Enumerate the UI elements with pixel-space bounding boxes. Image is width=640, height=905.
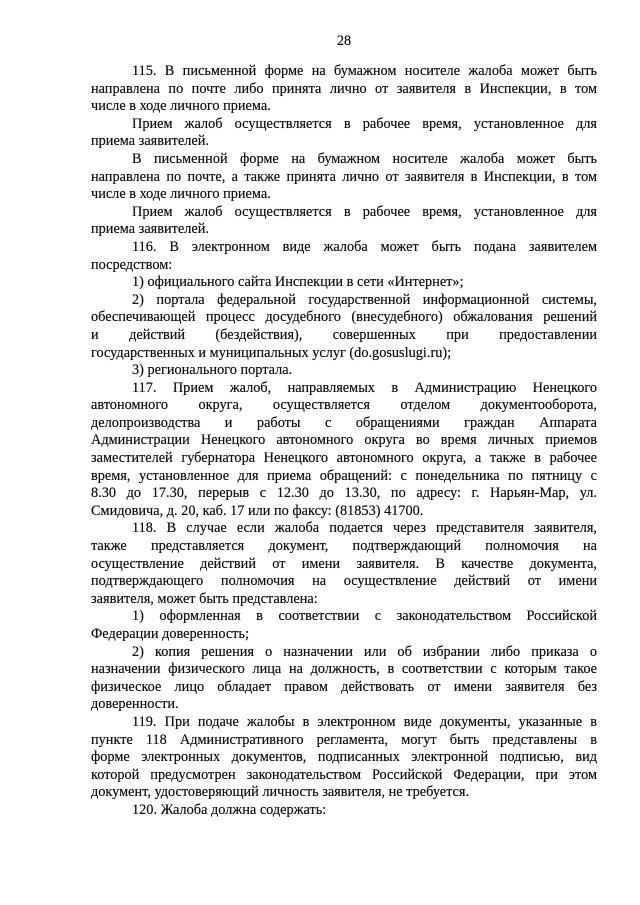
text-line: 117. Прием жалоб, направляемых в Администрацию Ненецкого xyxy=(132,379,597,396)
text-line: физическое лицо обладает правом действовать от имени заявителя без xyxy=(91,678,597,695)
text-line: 116. В электронном виде жалоба может быть подана заявителем xyxy=(132,238,597,255)
text-line: приема заявителей. xyxy=(91,221,209,238)
text-line: 118. В случае если жалоба подается через представителя заявителя, xyxy=(132,520,597,537)
text-line: 119. При подаче жалобы в электронном виде документы, указанные в xyxy=(132,713,597,730)
clause-117 xyxy=(91,380,597,521)
text-line: числе в ходе личного приема. xyxy=(91,98,271,115)
text-line: 8.30 до 17.30, перерыв с 12.30 до 13.30, по адресу: г. Нарьян-Мар, ул. xyxy=(91,485,597,502)
text-line: В письменной форме на бумажном носителе жалоба может быть xyxy=(132,150,597,167)
text-line: форме электронных документов, подписанных электронной подписью, вид xyxy=(91,749,597,766)
text-line: посредством: xyxy=(91,256,173,273)
text-line: Федерации доверенность; xyxy=(91,626,249,642)
text-line: Прием жалоб осуществляется в рабочее время, установленное для xyxy=(132,203,597,220)
text-line: 1) оформленная в соответствии с законодательством Российской xyxy=(132,608,597,625)
text-line: направлена по почте, а также принята лично от заявителя в Инспекции, в том xyxy=(91,168,597,185)
text-line: 115. В письменной форме на бумажном носителе жалоба может быть xyxy=(132,63,597,79)
text-line: 3) регионального портала. xyxy=(132,362,293,379)
text-line: приема заявителей. xyxy=(91,133,209,150)
text-line: 120. Жалоба должна содержать: xyxy=(132,801,327,818)
text-line: документ, удостоверяющий личность заявителя, не требуется. xyxy=(91,784,470,801)
text-line: числе в ходе личного приема. xyxy=(91,186,271,203)
clause-116-item-1 xyxy=(91,274,597,292)
document-body xyxy=(91,63,597,820)
text-line: осуществление действий от имени заявителя. В качестве документа, xyxy=(91,555,597,572)
clause-120 xyxy=(91,802,597,820)
text-line: пункте 118 Административного регламента, могут быть представлены в xyxy=(91,731,597,748)
text-line: доверенности. xyxy=(91,696,179,713)
clause-119 xyxy=(91,714,597,802)
text-line: заместителей губернатора Ненецкого автономного округа, а также в рабочее xyxy=(91,450,597,467)
page-number: 28 xyxy=(336,33,352,49)
text-line: подтверждающего полномочия на осуществление действий от имени xyxy=(91,573,597,590)
text-line: Смидовича, д. 20, каб. 17 или по факсу: (81853) 41700. xyxy=(91,502,424,519)
text-line: заявителя, может быть представлена: xyxy=(91,590,318,607)
text-line: Администрации Ненецкого автономного округа во время личных приемов xyxy=(91,432,597,449)
clause-118 xyxy=(91,520,597,608)
text-line: Прием жалоб осуществляется в рабочее время, установленное для xyxy=(132,115,597,132)
text-line: 2) копия решения о назначении или об избрании либо приказа о xyxy=(132,643,597,660)
text-line: которой предусмотрен законодательством Российской Федерации, при этом xyxy=(91,766,597,783)
clause-115-submission-methods xyxy=(91,151,597,204)
clause-116 xyxy=(91,239,597,274)
text-line: государственных и муниципальных услуг (do.gosuslugi.ru); xyxy=(91,344,452,361)
text-line: 2) портала федеральной государственной информационной системы, xyxy=(132,291,597,308)
clause-115-reception-hours xyxy=(91,116,597,151)
text-line: также представляется документ, подтверждающий полномочия на xyxy=(91,538,597,555)
clause-115 xyxy=(91,63,597,116)
text-line: время, установленное для приема обращений: с понедельника по пятницу с xyxy=(91,467,597,484)
clause-116-item-3 xyxy=(91,362,597,380)
clause-115-reception-hours-repeat xyxy=(91,204,597,239)
clause-116-item-2 xyxy=(91,292,597,362)
text-line: назначении физического лица на должность, в соответствии с которым такое xyxy=(91,661,597,678)
text-line: 1) официального сайта Инспекции в сети «Интернет»; xyxy=(132,274,464,291)
text-line: делопроизводства и работы с обращениями граждан Аппарата xyxy=(91,414,597,431)
text-line: и действий (бездействия), совершенных при предоставлении xyxy=(91,326,597,343)
text-line: направлена по почте либо принята лично от заявителя в Инспекции, в том xyxy=(91,80,597,97)
text-line: обеспечивающей процесс досудебного (внесудебного) обжалования решений xyxy=(91,309,597,326)
clause-118-item-1 xyxy=(91,608,597,643)
text-line: автономного округа, осуществляется отделом документооборота, xyxy=(91,397,597,414)
clause-118-item-2 xyxy=(91,644,597,714)
